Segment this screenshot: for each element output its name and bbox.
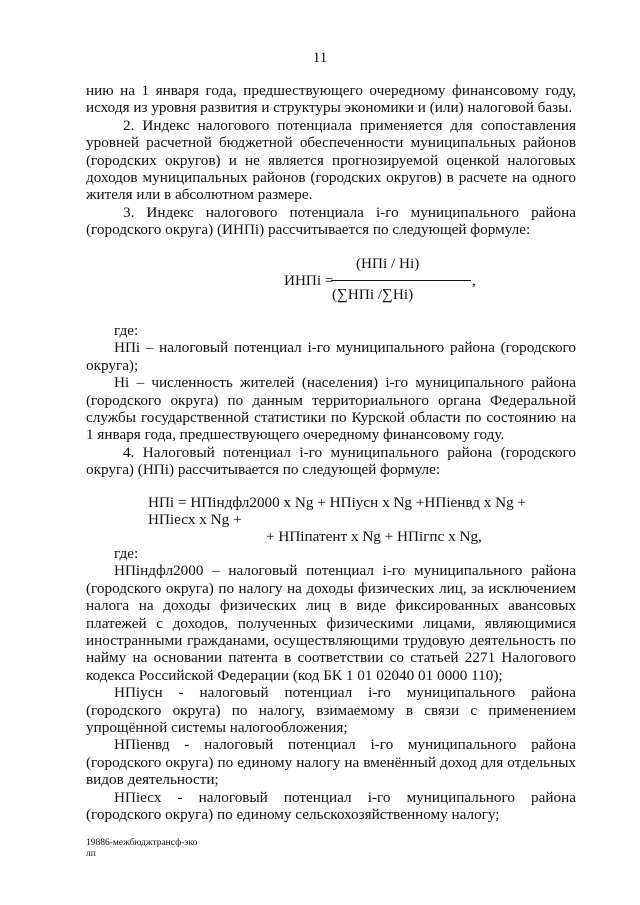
text-block-definitions-1 xyxy=(86,322,576,479)
formula-tax-potential-line2: + НПiпатент x Ng + НПiгпс x Ng, xyxy=(266,528,482,545)
paragraph-2: 2. Индекс налогового потенциала применяется для сопоставления уровней расчетной бюджетной обеспеченности муниципальных районов (городских округов) и не является прогнозируемой оценкой налоговых доходов муниципальных районов (городских округов) в расчете на одного жителя или в абсолютном размере. xyxy=(86,116,576,204)
formula-tax-potential-line1: НПi = НПiндфл2000 x Ng + НПiусн x Ng +НПiенвд x Ng + НПiесх x Ng + xyxy=(148,494,527,528)
paragraph-3: 3. Индекс налогового потенциала i-го муниципального района (городского округа) (ИНПi) рассчитывается по следующей формуле: xyxy=(86,203,576,239)
paragraph-continuation: нию на 1 января года, предшествующего очередному финансовому году, исходя из уровня развития и структуры экономики и (или) налоговой базы. xyxy=(86,82,576,117)
footer-line-2: лп xyxy=(86,849,96,859)
formula-index-comma: , xyxy=(472,272,476,289)
paragraph-4: 4. Налоговый потенциал i-го муниципального района (городского округа) (НПi) рассчитывается по следующей формуле: xyxy=(86,443,576,479)
formula-index-numerator: (НПi / Нi) xyxy=(356,255,420,272)
definition-np: НПi – налоговый потенциал i-го муниципального района (городского округа); xyxy=(86,339,576,374)
definition-envd: НПiенвд - налоговый потенциал i-го муниципального района (городского округа) по единому налогу на вменённый доход для отдельных видов деятельности; xyxy=(86,736,576,789)
formula-index-denominator: (∑НПi /∑Нi) xyxy=(332,286,414,303)
where-label-2: где: xyxy=(114,545,139,562)
definition-esh: НПiесх - налоговый потенциал i-го муниципального района (городского округа) по единому сельскохозяйственному налогу; xyxy=(86,788,576,824)
text-block-top xyxy=(86,82,576,239)
formula-tax-potential xyxy=(148,494,568,545)
definition-ndfl: НПiндфл2000 – налоговый потенциал i-го муниципального района (городского округа) по налогу на доходы физических лиц, за исключением налога на доходы физических лиц в виде фиксированных авансовых платежей с доходов, полученных физическими лицами, являющимися иностранными гражданами, осуществляющими трудовую деятельность по найму на основании патента в соответствии со статьей 2271 Налогового кодекса Российской Федерации (код БК 1 01 02040 01 0000 110); xyxy=(86,562,576,684)
text-block-definitions-2 xyxy=(86,545,576,824)
footer-doc-code xyxy=(86,838,197,860)
where-label-1: где: xyxy=(114,322,139,339)
fraction-bar xyxy=(331,280,471,281)
definition-usn: НПiусн - налоговый потенциал i-го муниципального района (городского округа) по налогу, взимаемому в связи с применением упрощённой системы налогообложения; xyxy=(86,684,576,737)
formula-index-left: ИНПi = xyxy=(284,272,334,289)
page-number: 11 xyxy=(312,50,328,66)
definition-n: Нi – численность жителей (населения) i-го муниципального района (городского округа) по данным территориального органа Федеральной службы государственной статистики по Курской области по состоянию на 1 января года, предшествующего очередному финансовому году. xyxy=(86,374,576,444)
footer-line-1: 19886-межбюджтрансф-эко xyxy=(86,838,198,848)
formula-index xyxy=(284,255,484,305)
